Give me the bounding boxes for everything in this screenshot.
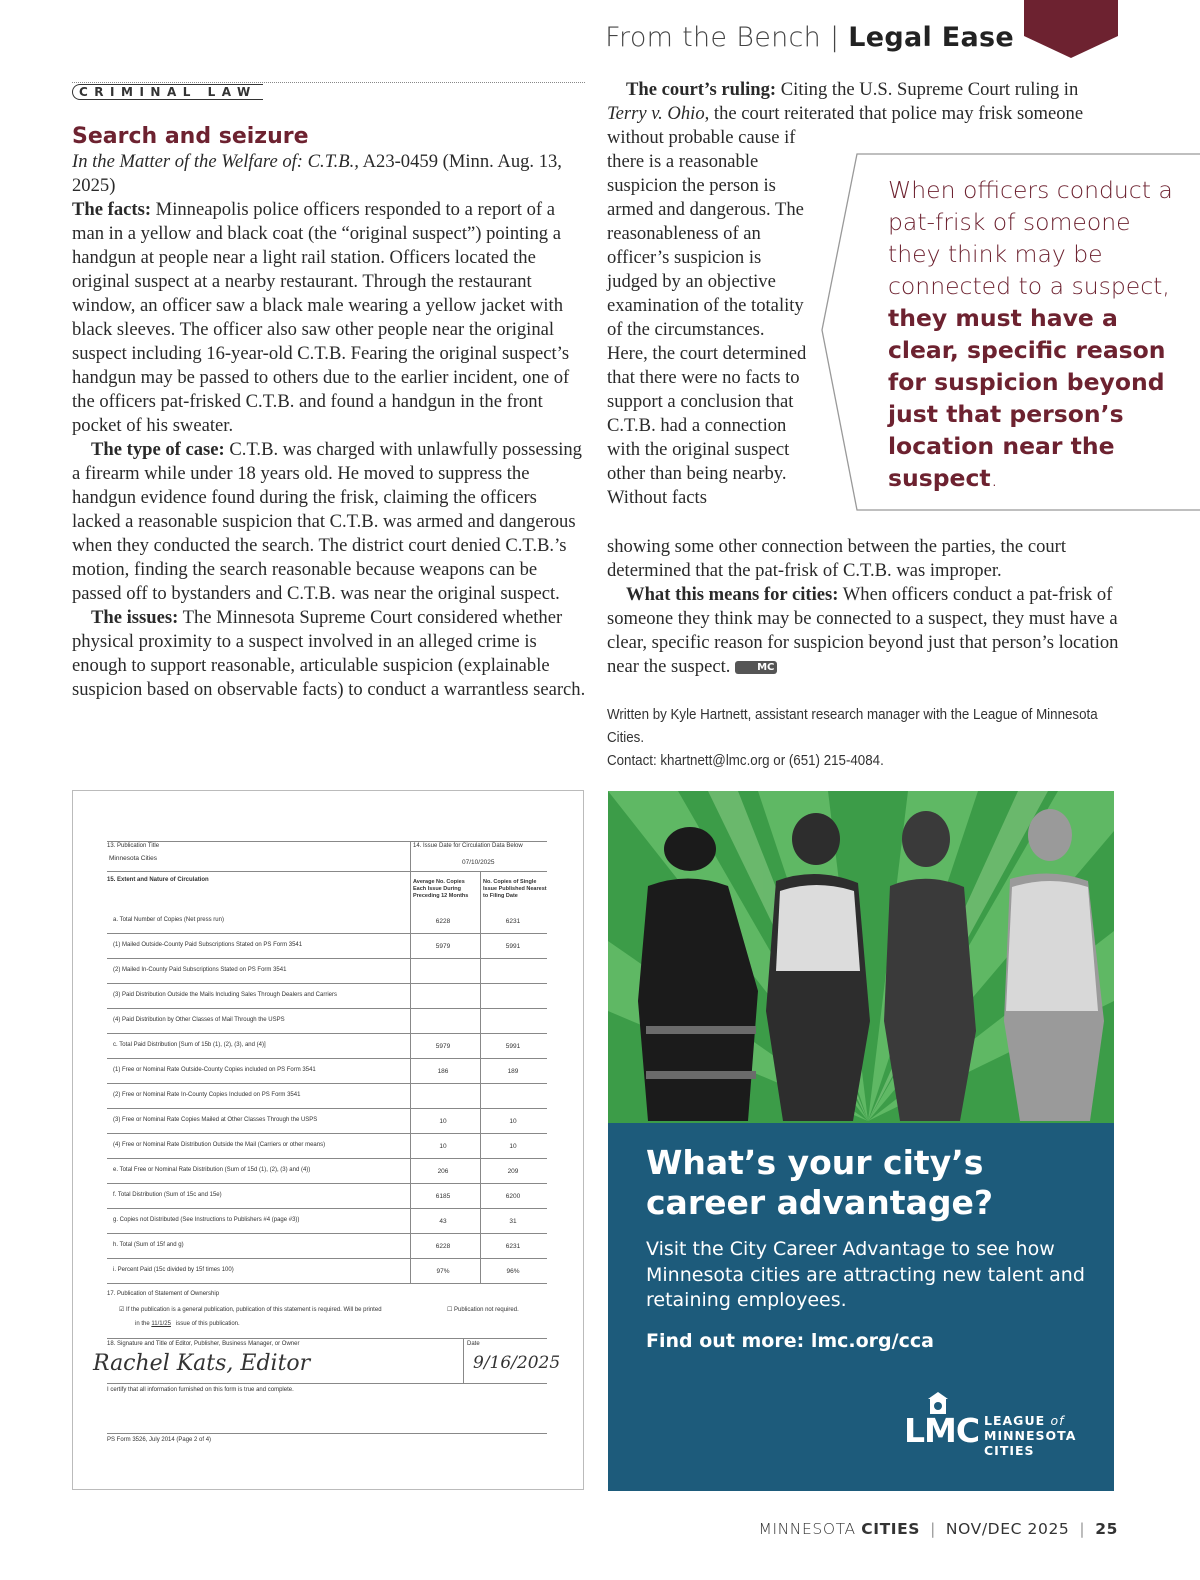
page-footer: MINNESOTA CITIES | NOV/DEC 2025 | 25 [758,1520,1118,1538]
form-row [107,909,547,934]
form-id: PS Form 3526, July 2014 (Page 2 of 4) [107,1437,212,1443]
form-row [107,1059,547,1084]
ad-link[interactable]: Find out more: lmc.org/cca [646,1330,934,1352]
form-row-single: 31 [509,1218,517,1225]
form-row-label: (1) Mailed Outside-County Paid Subscriptions Stated on PS Form 3541 [113,942,303,948]
form-row-average: 5979 [435,943,451,950]
form-row-average: 206 [437,1168,449,1175]
form-row [107,1084,547,1109]
form-field-15-label: 15. Extent and Nature of Circulation [107,877,209,883]
form-row-label: (3) Free or Nominal Rate Copies Mailed at Other Classes Through the USPS [113,1117,318,1123]
category-label [72,82,585,102]
form-field-14-value: 07/10/2025 [462,859,495,866]
paragraph-means: What this means for cities: When officers conduct a pat-frisk of someone they think may be connected to a suspect, they must have a clear, specific reason for suspicion beyond just that person’s location near the suspect. MC [607,584,1119,677]
form-row-single: 6231 [505,918,521,925]
form-row-label: i. Percent Paid (15c divided by 15f times 100) [113,1267,234,1273]
form-row-single: 5991 [505,1043,521,1050]
paragraph-facts: The facts: Minneapolis police officers responded to a report of a man in a yellow and black coat (the “original suspect”) pointing a handgun at people near a light rail station. Officers located the original suspect at a nearby restaurant. Through the restaurant window, an officer saw a black male wearing a yellow jacket with black sleeves. The officer also saw other people near the original suspect including 16-year-old C.T.B. Fearing the original suspect’s handgun may be passed to others due to the earlier incident, one of the officers pat-frisked C.T.B. and found a handgun in the front pocket of his sweater. [72,199,570,436]
form-col-average: Average No. Copies Each Issue During Preceding 12 Months [413,879,469,899]
form-date-label: Date [467,1341,480,1347]
ad-body: Visit the City Career Advantage to see how Minnesota cities are attracting new talent and retaining employees. [646,1238,1085,1311]
form-row [107,1259,547,1284]
form-row-single: 189 [507,1068,519,1075]
form-row [107,1159,547,1184]
form-row-average: 6228 [435,918,451,925]
form-row-single: 5991 [505,943,521,950]
form-row-single: 96% [506,1268,520,1275]
form-col-single: No. Copies of Single Issue Published Nearest to Filing Date [483,879,547,899]
form-row-average: 43 [439,1218,447,1225]
ruling-intro: The court’s ruling: Citing the U.S. Supreme Court ruling in Terry v. Ohio, the court reiterated that police may frisk someone [607,79,1084,124]
form-row-single: 10 [509,1143,517,1150]
form-row [107,1109,547,1134]
form-row-average: 6228 [435,1243,451,1250]
form-row-single: 209 [507,1168,519,1175]
form-row-average: 5979 [435,1043,451,1050]
paragraph-issues: The issues: The Minnesota Supreme Court considered whether physical proximity to a suspect involved in an alleged crime is enough to support reasonable, articulable suspicion (explainable suspicion based on observable facts) to conduct a warrantless search. [72,607,586,700]
form-row-label: (2) Mailed In-County Paid Subscriptions Stated on PS Form 3541 [113,967,287,973]
form-row-label: g. Copies not Distributed (See Instructions to Publishers #4 (page #3)) [113,1217,300,1223]
ad-sunburst-illustration [608,791,1114,1123]
ad-photo-area [608,791,1114,1123]
form-not-required: ☐ Publication not required. [447,1307,519,1313]
ruling-continued: showing some other connection between the parties, the court determined that the pat-frisk of C.T.B. was improper. What this means for cities: When officers conduct a pat-frisk of someone they think may be connected to a suspect, they must have a clear, specific reason for suspicion beyond just that person’s location near the suspect. MC [607,535,1132,679]
form-row [107,1009,547,1034]
form-row-average: 10 [439,1118,447,1125]
article-title: Search and seizure [72,124,309,149]
form-row-label: c. Total Paid Distribution [Sum of 15b (1), (2), (3), and (4)] [113,1042,266,1048]
form-row-label: a. Total Number of Copies (Net press run) [113,917,224,923]
form-row [107,1234,547,1259]
lmc-logo-mark: LMC [904,1411,980,1450]
form-row-label: f. Total Distribution (Sum of 15c and 15e) [113,1192,222,1198]
header-tab-shape [1024,0,1118,58]
ad-headline: What’s your city’s career advantage? [646,1143,993,1222]
form-row-label: (2) Free or Nominal Rate In-County Copies Included on PS Form 3541 [113,1092,301,1098]
form-row [107,1134,547,1159]
form-row-average: 10 [439,1143,447,1150]
form-field-14-label: 14. Issue Date for Circulation Data Below [413,843,523,849]
form-field-13-value: Minnesota Cities [109,855,158,862]
form-row-label: e. Total Free or Nominal Rate Distribution (Sum of 15d (1), (2), (3) and (4)) [113,1167,311,1173]
section-header-light: From the Bench | [605,22,849,53]
footer-issue: NOV/DEC 2025 [945,1520,1070,1538]
lmc-logo [904,1391,1094,1463]
form-field-17-label: 17. Publication of Statement of Ownership [107,1291,220,1297]
form-row [107,934,547,959]
editor-signature: Rachel Kats, Editor [93,1351,311,1376]
form-row-label: (1) Free or Nominal Rate Outside-County Copies included on PS Form 3541 [113,1067,316,1073]
article-left-column [72,150,586,702]
form-row [107,959,547,984]
form-row-label: h. Total (Sum of 15f and g) [113,1242,184,1248]
citation: In the Matter of the Welfare of: C.T.B., A23-0459 (Minn. Aug. 13, 2025) [72,151,562,196]
lmc-logo-words: LEAGUE of MINNESOTA CITIES [984,1413,1077,1458]
form-row [107,1034,547,1059]
form-field-17-issue: in the 11/1/25 issue of this publication. [135,1321,240,1327]
form-row-average: 97% [436,1268,450,1275]
form-row-label: (4) Paid Distribution by Other Classes of Mail Through the USPS [113,1017,285,1023]
pullquote: When officers conduct a pat-frisk of someone they think may be connected to a suspect, they must have a clear, specific reason for suspicion beyond just that person’s location near the suspect. [888,176,1173,492]
form-row-single: 6231 [505,1243,521,1250]
mc-end-mark-icon: MC [735,661,777,674]
ps-form-3526 [72,790,584,1490]
form-row-average: 186 [437,1068,449,1075]
page-number: 25 [1095,1520,1118,1538]
byline-contact: Contact: khartnett@lmc.org or (651) 215-4084. [607,753,884,769]
form-row-label: (3) Paid Distribution Outside the Mails Including Sales Through Dealers and Carriers [113,992,337,998]
paragraph-type: The type of case: C.T.B. was charged with unlawfully possessing a firearm while under 18 years old. He moved to suppress the handgun evidence found during the frisk, claiming the officers lacked a reasonable suspicion that C.T.B. was armed and dangerous when they conducted the search. The district court denied C.T.B.’s motion, finding the search reasonable because weapons can be passed off to bystanders and C.T.B. was near the original suspect. [72,439,582,604]
byline: Written by Kyle Hartnett, assistant research manager with the League of Minnesota Cities. Contact: khartnett@lmc.org or (651) 215-4084. [607,704,1104,773]
ruling-narrow-text: without probable cause if there is a reasonable suspicion the person is armed and dangerous. The reasonableness of an officer’s suspicion is judged by an objective examination of the totality of the circumstances. Here, the court determined that there were no facts to support a conclusion that C.T.B. had a connection with the original suspect other than being nearby. Without facts [607,127,807,508]
career-advantage-ad[interactable] [608,791,1114,1491]
category-text: CRIMINAL LAW [72,84,263,100]
form-row-single: 6200 [505,1193,521,1200]
section-header [605,22,1014,53]
form-field-18-label: 18. Signature and Title of Editor, Publisher, Business Manager, or Owner [107,1341,300,1347]
section-header-bold: Legal Ease [848,22,1014,53]
form-field-13-label: 13. Publication Title [107,843,160,849]
form-row [107,1184,547,1209]
form-row [107,1209,547,1234]
signature-date: 9/16/2025 [473,1353,561,1373]
form-certify-text: I certify that all information furnished on this form is true and complete. [107,1387,294,1393]
form-row-label: (4) Free or Nominal Rate Distribution Outside the Mail (Carriers or other means) [113,1142,326,1148]
form-row [107,984,547,1009]
form-row-average: 6185 [435,1193,451,1200]
ad-text-panel [608,1123,1114,1491]
form-row-single: 10 [509,1118,517,1125]
form-field-17-text: ☑ If the publication is a general publication, publication of this statement is required. Will be printed [119,1307,382,1313]
